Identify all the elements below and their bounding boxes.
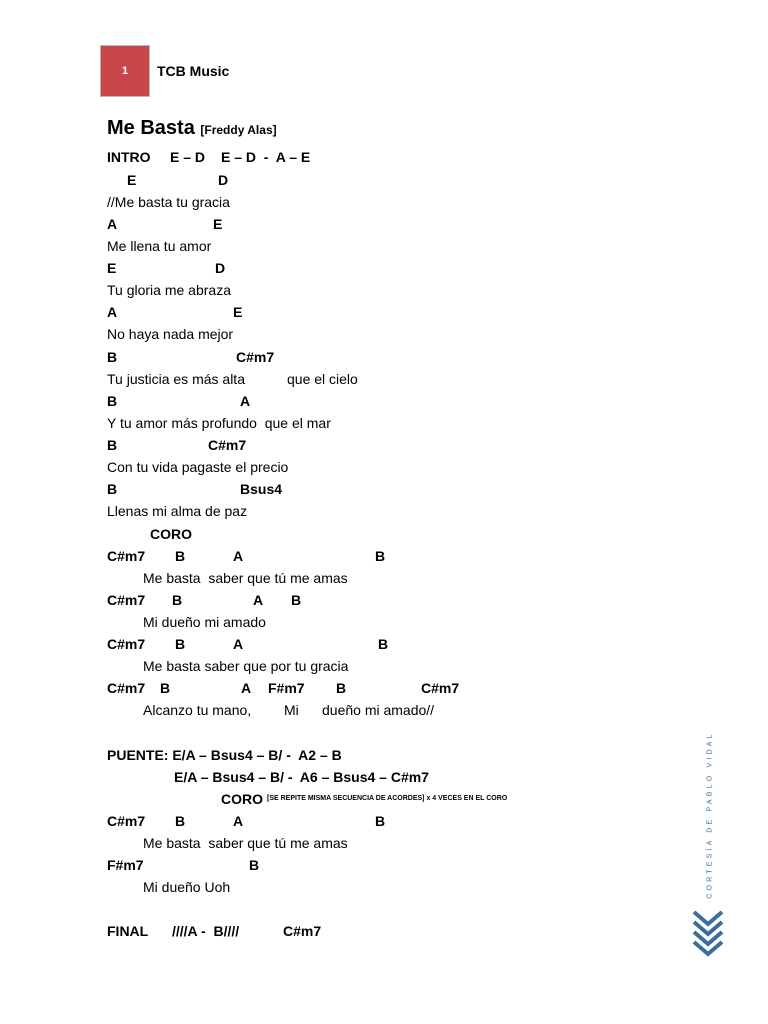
song-title: Me Basta bbox=[107, 117, 195, 139]
chord-label: PUENTE: E/A – Bsus4 – B/ - A2 – B bbox=[107, 747, 342, 763]
song-title-block bbox=[107, 117, 277, 140]
lyric-text: Me basta saber que por tu gracia bbox=[143, 658, 349, 674]
lyric-text: Tu justicia es más alta bbox=[107, 371, 245, 387]
sheet-line bbox=[0, 877, 600, 897]
chord-label: E – D bbox=[170, 149, 206, 165]
sheet-line bbox=[0, 391, 600, 411]
chord-label: C#m7 bbox=[421, 680, 460, 696]
chord-label: B bbox=[107, 437, 118, 453]
brand-name: TCB Music bbox=[157, 63, 230, 79]
chord-label: A bbox=[233, 813, 244, 829]
sheet-line bbox=[0, 767, 600, 787]
chord-label: E bbox=[233, 304, 243, 320]
lyric-text: Tu gloria me abraza bbox=[107, 282, 231, 298]
chord-label: B bbox=[107, 393, 118, 409]
chord-label: D bbox=[215, 260, 226, 276]
chevrons-down-icon bbox=[691, 908, 725, 963]
chord-label: C#m7 bbox=[208, 437, 247, 453]
repeat-note: [SE REPITE MISMA SECUENCIA DE ACORDES] x 4 VECES EN EL CORO bbox=[267, 795, 508, 802]
sheet-line bbox=[0, 347, 600, 367]
sheet-line bbox=[0, 634, 600, 654]
lyric-text: Con tu vida pagaste el precio bbox=[107, 459, 289, 475]
sheet-line bbox=[0, 324, 600, 344]
chord-label: B bbox=[175, 548, 186, 564]
chord-label: Bsus4 bbox=[240, 481, 283, 497]
sheet-line bbox=[0, 170, 600, 190]
sheet-line bbox=[0, 435, 600, 455]
sheet-line bbox=[0, 789, 600, 809]
sheet-line bbox=[0, 524, 600, 544]
chord-label: C#m7 bbox=[107, 636, 146, 652]
chord-label: CORO bbox=[221, 791, 263, 807]
lyric-text: No haya nada mejor bbox=[107, 326, 234, 342]
chord-label: ////A - B//// bbox=[172, 923, 240, 939]
song-author: [Freddy Alas] bbox=[200, 123, 277, 137]
sheet-line bbox=[0, 258, 600, 278]
sheet-line bbox=[0, 280, 600, 300]
sheet-line bbox=[0, 546, 600, 566]
lyric-text: Y tu amor más profundo que el mar bbox=[107, 415, 331, 431]
chord-label: B bbox=[160, 680, 171, 696]
chord-label: B bbox=[249, 857, 260, 873]
chord-label: F#m7 bbox=[268, 680, 305, 696]
chord-label: INTRO bbox=[107, 149, 151, 165]
sheet-line bbox=[0, 479, 600, 499]
lyric-text: dueño mi amado// bbox=[322, 702, 435, 718]
chord-label: E bbox=[213, 216, 223, 232]
sheet-line bbox=[0, 612, 600, 632]
chord-label: A bbox=[240, 393, 251, 409]
chord-label: A bbox=[241, 680, 252, 696]
chord-label: A bbox=[233, 548, 244, 564]
chord-label: FINAL bbox=[107, 923, 149, 939]
lyric-text: Me llena tu amor bbox=[107, 238, 212, 254]
sheet-line bbox=[0, 833, 600, 853]
chord-label: C#m7 bbox=[107, 680, 146, 696]
chord-label: E bbox=[127, 172, 137, 188]
chord-label: E – D - A – E bbox=[221, 149, 311, 165]
lyric-text: Mi dueño mi amado bbox=[143, 614, 266, 630]
chord-label: B bbox=[107, 481, 118, 497]
sheet-line bbox=[0, 501, 600, 521]
chord-label: B bbox=[107, 349, 118, 365]
chord-label: C#m7 bbox=[283, 923, 322, 939]
chord-label: B bbox=[175, 636, 186, 652]
chord-label: E/A – Bsus4 – B/ - A6 – Bsus4 – C#m7 bbox=[174, 769, 429, 785]
chord-label: B bbox=[336, 680, 347, 696]
lyric-text: Mi bbox=[284, 702, 299, 718]
sheet-line bbox=[0, 369, 600, 389]
sheet-line bbox=[0, 236, 600, 256]
chord-label: D bbox=[218, 172, 229, 188]
sheet-line bbox=[0, 921, 600, 941]
lyric-text: //Me basta tu gracia bbox=[107, 194, 230, 210]
chord-label: A bbox=[253, 592, 264, 608]
chord-label: C#m7 bbox=[107, 592, 146, 608]
lyric-text: Me basta saber que tú me amas bbox=[143, 835, 348, 851]
credit-text: CORTESÍA DE PABLO VIDAL bbox=[706, 731, 714, 899]
chord-label: B bbox=[175, 813, 186, 829]
chord-label: C#m7 bbox=[236, 349, 275, 365]
chord-label: B bbox=[375, 548, 386, 564]
chord-label: F#m7 bbox=[107, 857, 144, 873]
sheet-line bbox=[0, 302, 600, 322]
chord-label: B bbox=[375, 813, 386, 829]
sheet-line bbox=[0, 457, 600, 477]
sheet-line bbox=[0, 811, 600, 831]
sheet-line bbox=[0, 568, 600, 588]
chord-label: C#m7 bbox=[107, 813, 146, 829]
chord-label: E bbox=[107, 260, 117, 276]
lyric-text: que el cielo bbox=[287, 371, 358, 387]
lyric-text: Alcanzo tu mano, bbox=[143, 702, 252, 718]
chord-label: B bbox=[378, 636, 389, 652]
chord-label: C#m7 bbox=[107, 548, 146, 564]
sheet-line bbox=[0, 214, 600, 234]
chord-label: B bbox=[291, 592, 302, 608]
sheet-line bbox=[0, 413, 600, 433]
sheet-line bbox=[0, 656, 600, 676]
sheet-line bbox=[0, 855, 600, 875]
lyric-text: Llenas mi alma de paz bbox=[107, 503, 248, 519]
lyric-text: Mi dueño Uoh bbox=[143, 879, 231, 895]
lyric-text: Me basta saber que tú me amas bbox=[143, 570, 348, 586]
chord-label: A bbox=[107, 304, 118, 320]
page-number: 1 bbox=[121, 65, 129, 77]
sheet-line bbox=[0, 590, 600, 610]
chord-label: CORO bbox=[150, 526, 192, 542]
chord-label: B bbox=[172, 592, 183, 608]
page-number-badge bbox=[100, 45, 150, 97]
sheet-line bbox=[0, 745, 600, 765]
sheet-line bbox=[0, 678, 600, 698]
sheet-line bbox=[0, 147, 600, 167]
chord-label: A bbox=[107, 216, 118, 232]
sheet-line bbox=[0, 192, 600, 212]
sheet-line bbox=[0, 700, 600, 720]
chord-label: A bbox=[233, 636, 244, 652]
